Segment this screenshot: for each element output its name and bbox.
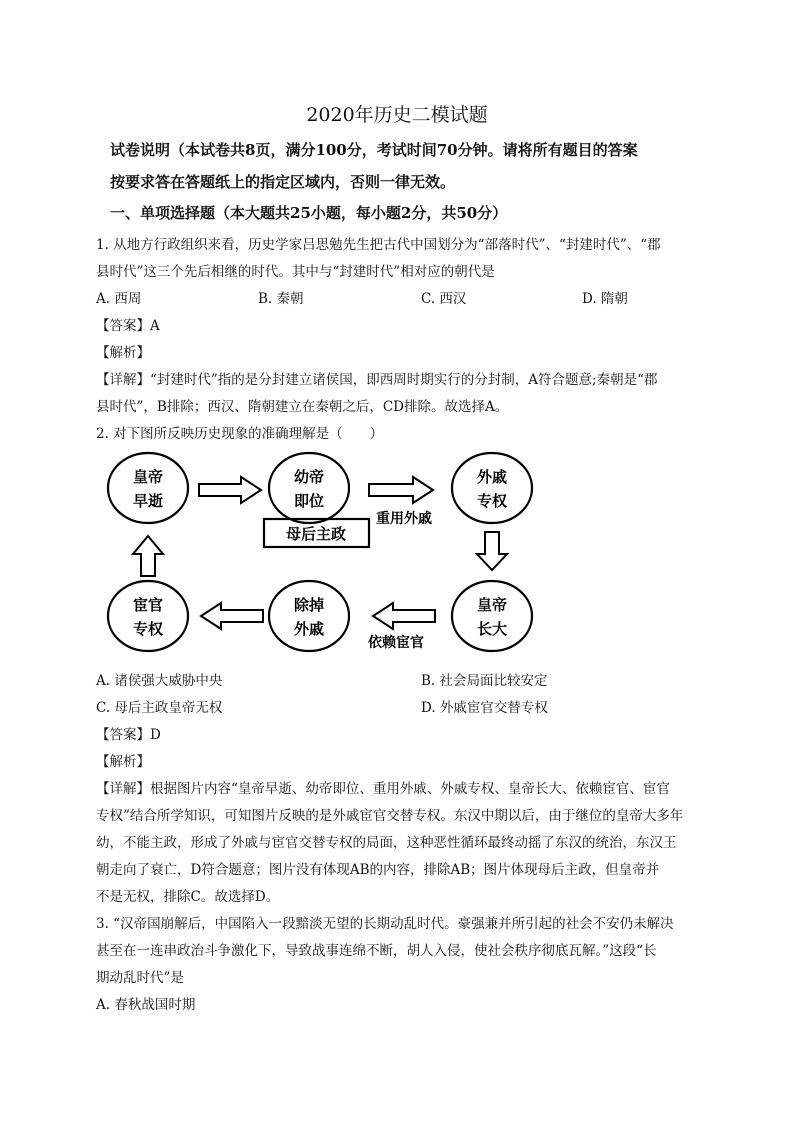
q2-detail-line1: 【详解】根据图片内容“皇帝早逝、幼帝即位、重用外戚、外戚专权、皇帝长大、依赖宦官、宦官 [96,781,670,797]
arrow-up [133,536,163,576]
q3-stem-line1: 3. “汉帝国崩解后，中国陷入一段黯淡无望的长期动乱时代。豪强兼并所引起的社会不安仍未解决 [96,916,674,932]
section-heading: 一、单项选择题（本大题共25小题，每小题2分，共50分） [110,204,508,222]
q2-answer: 【答案】D [96,727,161,743]
exam-instructions-line1: 试卷说明（本试卷共8页，满分100分，考试时间70分钟。请将所有题目的答案 [110,141,638,159]
node4-line2: 长大 [476,620,508,638]
q2-detail-line2: 专权”结合所学知识，可知图片反映的是外戚宦官交替专权。东汉中期以后，由于继位的皇帝大多年 [96,808,684,824]
q1-option-c: C. 西汉 [421,291,467,307]
q3-stem-line2: 甚至在一连串政治斗争激化下，导致战事连绵不断，胡人入侵，使社会秩序彻底瓦解。”这段“长 [96,943,657,959]
q1-stem-line2: 县时代”这三个先后相继的时代。其中与“封建时代”相对应的朝代是 [96,264,495,280]
q1-analysis-label: 【解析】 [96,345,150,361]
arrow-right-2 [369,477,433,503]
q2-detail-line4: 朝走向了衰亡，D符合题意；图片没有体现AB的内容，排除AB；图片体现母后主政，但皇帝并 [96,862,660,878]
node2-line2: 即位 [293,492,325,510]
node6-line2: 专权 [132,620,164,638]
arrow-right-1 [199,477,261,503]
circle-node-emperor-dies [108,453,188,523]
q3-option-a: A. 春秋战国时期 [96,997,196,1013]
q2-option-b: B. 社会局面比较安定 [421,673,548,689]
q1-detail-line1: 【详解】“封建时代”指的是分封建立诸侯国，即西周时期实行的分封制，A符合题意;秦朝是“郡 [96,372,658,388]
label-rely-eunuch: 依赖宦官 [368,635,424,651]
q2-stem: 2. 对下图所反映历史现象的准确理解是（ ） [96,426,384,442]
node3-line1: 外戚 [476,468,508,486]
page-title: 2020年历史二模试题 [306,104,488,126]
history-cycle-diagram [96,446,556,660]
q1-option-b: B. 秦朝 [258,291,304,307]
node5-line1: 除掉 [293,596,325,614]
q1-stem-line1: 1. 从地方行政组织来看，历史学家吕思勉先生把古代中国划分为“部落时代”、“封建时代”、“郡 [96,237,661,253]
circle-node-child-emperor [269,453,349,523]
arrow-left-2 [201,603,263,629]
box-label: 母后主政 [285,525,347,543]
circle-node-emperor-grows [452,581,532,651]
node2-line1: 幼帝 [293,468,325,486]
label-use-consort: 重用外戚 [376,511,432,527]
node1-line2: 早逝 [132,492,164,510]
q2-option-c: C. 母后主政皇帝无权 [96,700,223,716]
q3-stem-line3: 期动乱时代”是 [96,970,184,986]
q2-detail-line5: 不是无权，排除C。故选择D。 [96,889,280,905]
q1-answer: 【答案】A [96,318,160,334]
q2-option-a: A. 诸侯强大威胁中央 [96,673,223,689]
circle-node-eunuch-power [108,581,188,651]
node4-line1: 皇帝 [476,596,508,614]
arrow-down [477,532,507,570]
q1-option-a: A. 西周 [96,291,142,307]
circle-node-remove-consort [269,581,349,651]
exam-instructions-line2: 按要求答在答题纸上的指定区域内，否则一律无效。 [110,173,456,191]
q2-detail-line3: 幼，不能主政，形成了外戚与宦官交替专权的局面，这种恶性循环最终动摇了东汉的统治，东汉王 [96,835,677,851]
node5-line2: 外戚 [293,620,325,638]
q2-option-d: D. 外戚宦官交替专权 [421,700,548,716]
q2-analysis-label: 【解析】 [96,754,150,770]
node1-line1: 皇帝 [132,468,164,486]
circle-node-consort-power [452,453,532,523]
q1-option-d: D. 隋朝 [582,291,628,307]
arrow-left-1 [373,603,435,629]
q1-detail-line2: 县时代”，B排除；西汉、隋朝建立在秦朝之后，CD排除。故选择A。 [96,399,509,415]
node6-line1: 宦官 [132,596,164,614]
node3-line2: 专权 [476,492,508,510]
